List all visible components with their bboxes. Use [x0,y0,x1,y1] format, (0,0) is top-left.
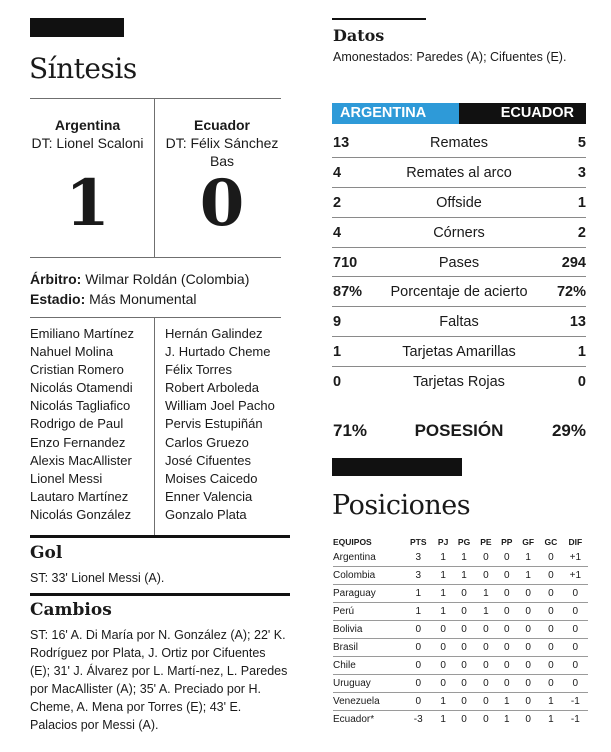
away-player: Moises Caicedo [165,470,258,486]
standings-cell: 0 [496,567,517,585]
standings-cell: 0 [563,621,588,639]
away-player: Gonzalo Plata [165,506,247,522]
standings-cell: 1 [403,585,434,603]
standings-cell: -1 [563,692,588,710]
standings-header-row [333,537,588,549]
arbitro-label: Árbitro: [30,271,82,287]
divider [30,98,281,99]
standings-cell: -1 [570,713,580,725]
standings-cell: 0 [563,585,588,603]
standings-team: Perú [333,603,403,621]
away-player: Robert Arboleda [165,380,259,396]
standings-cell: 1 [496,692,517,710]
away-player: José Cifuentes [165,452,251,468]
stats-header-away: ECUADOR [459,103,586,124]
posesion-home: 71% [333,421,368,440]
standings-cell: 0 [434,656,453,674]
standings-team: Chile [333,656,403,674]
away-player: Enner Valencia [165,488,253,504]
standings-cell: 0 [496,674,517,692]
estadio-label: Estadio: [30,291,86,307]
standings-team: Brasil [333,638,403,656]
estadio-value: Más Monumental [85,291,197,307]
home-player: Nicolás González [30,506,132,522]
standings-cell: 0 [517,621,539,639]
sintesis-title: Síntesis [29,52,137,85]
standings-cell: 1 [434,549,453,567]
standings-cell: 0 [525,713,531,725]
stat-label: Offside [436,194,482,211]
standings-cell: 0 [539,549,563,567]
header-accent-bar-left [30,18,124,37]
standings-cell: 0 [453,692,476,710]
stat-away-value: 72% [556,284,586,301]
standings-cell: 0 [483,713,489,725]
home-player: Nahuel Molina [30,344,114,360]
standings-cell: 0 [496,585,517,603]
cambios-title: Cambios [30,600,112,620]
standings-cell: 0 [434,674,453,692]
standings-header: PTS [409,537,427,547]
stats-table [332,128,586,397]
score-divider [154,98,155,257]
away-lineup [165,325,290,524]
away-player: Carlos Gruezo [165,434,249,450]
standings-table [333,537,588,728]
home-player: Emiliano Martínez [30,326,135,341]
standings-cell: 0 [475,692,496,710]
stat-row [332,158,586,188]
stat-home-value: 87% [333,284,363,301]
standings-cell: 0 [539,585,563,603]
stat-away-value: 5 [577,135,586,151]
standings-cell: 0 [496,621,517,639]
stat-away-value: 1 [577,344,586,361]
standings-header: PG [457,537,471,547]
home-player: Nicolás Tagliafico [30,398,131,414]
standings-cell: 0 [403,692,434,710]
home-player: Rodrigo de Paul [30,416,124,432]
away-player: Félix Torres [165,362,232,378]
standings-cell: 0 [453,621,476,639]
standings-cell: 0 [539,567,563,585]
standings-team: Argentina [333,549,403,567]
posesion-label: POSESIÓN [414,421,504,440]
stat-away-value: 3 [577,164,586,181]
datos-text: Amonestados: Paredes (A); Cifuentes (E). [333,50,567,64]
stat-label: Remates [429,135,489,151]
stat-label: Córners [433,224,485,241]
standings-cell: 0 [517,674,539,692]
standings-cell: 1 [548,713,554,725]
divider [30,317,281,318]
standings-cell: 0 [563,603,588,621]
standings-cell: 1 [434,567,453,585]
stat-row [332,248,586,278]
stat-label: Tarjetas Amarillas [402,344,516,361]
away-player: Pervis Estupiñán [165,416,263,432]
stat-row [332,337,586,367]
away-team-name: Ecuador [193,117,250,133]
standings-cell: 1 [434,603,453,621]
stat-label: Faltas [439,314,479,331]
away-team-block [163,116,281,170]
lineup-divider [154,317,155,535]
standings-cell: 1 [475,585,496,603]
standings-cell: 0 [475,549,496,567]
home-team-coach: DT: Lionel Scaloni [31,135,144,151]
away-score: 0 [199,166,245,241]
standings-cell: 0 [517,585,539,603]
standings-cell: 0 [539,638,563,656]
standings-cell: 1 [434,585,453,603]
home-score: 1 [65,166,110,241]
standings-cell: 0 [434,638,453,656]
divider [30,257,281,258]
posesion-row [332,421,586,443]
stat-away-value: 2 [577,224,586,241]
section-rule [30,535,290,538]
standings-row [333,674,588,692]
stat-home-value: 13 [333,135,350,151]
cambios-text: ST: 16' A. Di María por N. González (A); 22' K. Rodríguez por Plata, J. Ortiz por Cifuentes (E); 31' J. Álvarez por L. Martí-nez, L. Paredes por MacAllister (A); 35' A. Preciado por H. Cheme, A. Mena por Torres (E); 43' E. Palacios por Messi (A). [30,628,288,733]
gol-title: Gol [30,543,63,563]
home-player: Nicolás Otamendi [30,380,133,396]
stats-header-home: ARGENTINA [332,103,459,124]
header-accent-bar-right [332,18,426,20]
stat-home-value: 9 [333,314,342,331]
standings-cell: 0 [453,674,476,692]
standings-team: Venezuela [333,692,403,710]
stat-away-value: 13 [569,314,586,331]
standings-cell: 1 [517,567,539,585]
standings-cell: 0 [461,713,467,725]
standings-cell: -3 [413,713,423,725]
stat-home-value: 710 [333,254,358,271]
standings-team: Uruguay [333,674,403,692]
standings-cell: 0 [453,585,476,603]
standings-cell: 0 [496,603,517,621]
standings-cell: 1 [453,567,476,585]
standings-cell: 0 [539,603,563,621]
standings-team: Ecuador* [333,713,375,725]
stat-row [332,307,586,337]
standings-row [333,585,588,603]
stat-label: Porcentaje de acierto [390,284,528,301]
away-player: Hernán Galindez [165,326,263,341]
standings-cell: 0 [453,603,476,621]
stat-label: Tarjetas Rojas [413,374,505,391]
stat-row [332,277,586,307]
home-team-name: Argentina [54,117,121,133]
datos-title: Datos [333,26,385,45]
standings-cell: 1 [403,603,434,621]
standings-team: Paraguay [333,585,403,603]
standings-cell: 0 [453,656,476,674]
standings-row [333,692,588,710]
standings-cell: 0 [403,638,434,656]
section-rule [30,593,290,596]
home-team-block [30,116,145,152]
away-player: J. Hurtado Cheme [165,344,271,360]
home-player: Cristian Romero [30,362,124,378]
standings-cell: 0 [539,656,563,674]
stat-row [332,128,586,158]
standings-cell: 1 [517,549,539,567]
standings-team: Colombia [333,567,403,585]
standings-row [333,603,588,621]
standings-cell: 0 [434,621,453,639]
standings-header: DIF [568,537,583,547]
standings-cell: 0 [563,674,588,692]
standings-cell: 0 [475,567,496,585]
standings-header: GC [544,537,558,547]
home-player: Lautaro Martínez [30,488,129,504]
arbitro-value: Wilmar Roldán (Colombia) [81,271,250,287]
standings-header: EQUIPOS [333,537,372,547]
standings-cell: 0 [539,674,563,692]
standings-cell: 1 [453,549,476,567]
away-player: William Joel Pacho [165,398,275,414]
standings-header: PJ [437,537,449,547]
home-lineup [30,325,152,524]
standings-team: Bolivia [333,621,403,639]
home-player: Enzo Fernandez [30,434,126,450]
standings-cell: 0 [403,656,434,674]
standings-cell: 1 [440,713,446,725]
standings-row [333,549,588,567]
standings-cell: 0 [539,621,563,639]
standings-cell: 0 [563,638,588,656]
standings-cell: 0 [475,674,496,692]
stat-away-value: 0 [577,374,586,391]
stat-label: Pases [438,254,480,271]
stat-row [332,367,586,397]
standings-cell: 0 [403,674,434,692]
standings-cell: 3 [403,567,434,585]
away-team-coach: DT: Félix Sánchez Bas [165,135,279,169]
posesion-away: 29% [551,421,586,440]
stats-team-header [332,103,586,124]
standings-cell: 1 [539,692,563,710]
stat-label: Remates al arco [406,164,512,181]
standings-cell: 0 [517,692,539,710]
standings-header: PP [501,537,513,547]
standings-cell: 0 [496,549,517,567]
standings-header: GF [522,537,535,547]
standings-cell: 0 [475,638,496,656]
standings-header: PE [480,537,492,547]
standings-cell: 1 [434,692,453,710]
stat-home-value: 2 [333,194,342,211]
standings-cell: 0 [496,656,517,674]
standings-row [333,656,588,674]
estadio-line [30,290,197,308]
standings-cell: 0 [563,656,588,674]
standings-cell: 0 [517,638,539,656]
stat-away-value: 1 [577,194,586,211]
stat-home-value: 0 [333,374,342,391]
stat-home-value: 4 [333,224,342,241]
arbitro-line [30,270,249,288]
standings-cell: 3 [403,549,434,567]
standings-cell: 0 [517,603,539,621]
standings-row [333,567,588,585]
stat-row [332,218,586,248]
standings-row [333,621,588,639]
posiciones-title: Posiciones [332,490,471,521]
standings-cell: +1 [563,567,588,585]
standings-cell: 0 [496,638,517,656]
stat-row [332,188,586,218]
standings-cell: 0 [453,638,476,656]
posiciones-accent-bar [332,458,462,476]
standings-cell: 0 [517,656,539,674]
standings-row [333,710,588,728]
stat-home-value: 1 [333,344,342,361]
home-player: Lionel Messi [30,470,103,486]
standings-cell: 0 [403,621,434,639]
standings-row [333,638,588,656]
stat-away-value: 294 [561,254,586,271]
gol-text: ST: 33' Lionel Messi (A). [30,571,165,585]
home-player: Alexis MacAllister [30,452,132,468]
stat-home-value: 4 [333,164,342,181]
standings-cell: +1 [563,549,588,567]
standings-cell: 1 [475,603,496,621]
standings-cell: 0 [475,621,496,639]
standings-cell: 0 [475,656,496,674]
standings-cell: 1 [504,713,510,725]
